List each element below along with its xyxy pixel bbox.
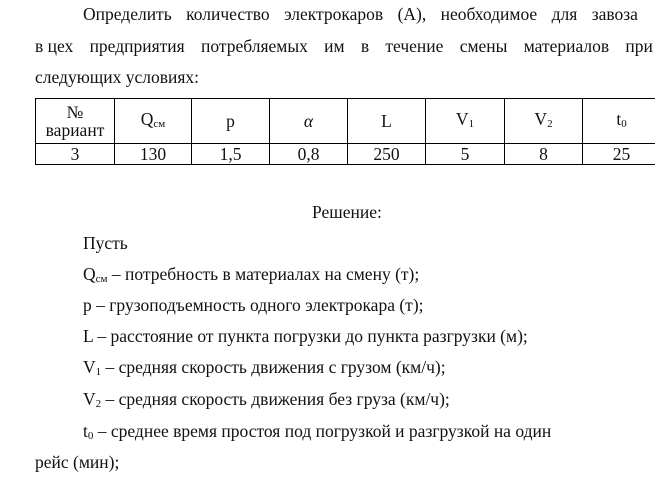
definition-t0-text: – среднее время простоя под погрузкой и разгрузкой на один: [93, 421, 552, 441]
definition-v1-sub: 1: [95, 366, 102, 378]
cell-variant: 3: [36, 144, 115, 165]
intro-word: течение: [385, 36, 444, 56]
definition-v2-text: – средняя скорость движения без груза (км/ч);: [101, 389, 450, 409]
header-t0-base: t: [616, 108, 622, 129]
intro-word: потребляемых: [200, 36, 308, 56]
definition-v1: [83, 357, 446, 382]
intro-word: им: [324, 36, 345, 56]
header-variant-label: вариант: [45, 120, 105, 140]
intro-word: при: [625, 36, 653, 56]
intro-word: смены: [459, 36, 508, 56]
definition-t0-sub: 0: [87, 430, 94, 442]
definition-v2-base: V: [83, 389, 96, 409]
table-header-row: [36, 99, 655, 144]
header-v1: [426, 99, 505, 144]
header-v2: [505, 99, 583, 144]
header-variant: [36, 99, 115, 144]
definition-t0-continuation: рейс (мин);: [35, 452, 120, 472]
intro-line-1: [83, 4, 638, 24]
table-row: [36, 144, 655, 165]
definition-q-base: Q: [83, 264, 96, 284]
header-v2-sub: 2: [547, 117, 553, 130]
header-q-base: Q: [140, 108, 154, 129]
intro-word: в цех: [35, 36, 74, 56]
cell-l: 250: [348, 144, 426, 165]
cell-q: 130: [115, 144, 192, 165]
intro-line-3: следующих условиях:: [35, 67, 200, 87]
header-v1-sub: 1: [468, 117, 475, 130]
definition-t0-base: t: [83, 421, 88, 441]
definition-v2-sub: 2: [95, 398, 102, 410]
definition-l: L – расстояние от пункта погрузки до пункта разгрузки (м);: [83, 326, 528, 346]
intro-word: необходимое: [440, 4, 538, 24]
intro-word: (А),: [397, 4, 427, 24]
cell-alpha: 0,8: [270, 144, 348, 165]
definition-t0: [83, 421, 551, 446]
cell-v1: 5: [426, 144, 505, 165]
intro-word: завоза: [591, 4, 638, 24]
intro-word: для: [551, 4, 578, 24]
header-variant-number-sign: №: [66, 102, 84, 122]
header-t0: [583, 99, 655, 144]
header-l: L: [348, 99, 426, 144]
intro-word: количество: [186, 4, 270, 24]
definition-q-sub: см: [95, 273, 108, 285]
cell-p: 1,5: [192, 144, 270, 165]
definition-v2: [83, 389, 450, 414]
intro-word: материалов: [523, 36, 610, 56]
definition-v1-base: V: [83, 357, 96, 377]
definition-p: p – грузоподъемность одного электрокара (т);: [83, 295, 424, 315]
parameters-table: [35, 98, 655, 165]
header-p: p: [192, 99, 270, 144]
intro-word: Определить: [83, 4, 172, 24]
cell-t0: 25: [583, 144, 655, 165]
header-t0-sub: 0: [621, 117, 627, 130]
header-q: [115, 99, 192, 144]
cell-v2: 8: [505, 144, 583, 165]
solution-let: Пусть: [83, 233, 128, 253]
header-v2-base: V: [534, 108, 548, 129]
definition-v1-text: – средняя скорость движения с грузом (км/ч);: [101, 357, 446, 377]
intro-word: в: [360, 36, 370, 56]
header-q-sub: см: [153, 117, 166, 130]
header-alpha: α: [270, 99, 348, 144]
header-v1-base: V: [455, 108, 469, 129]
definition-q: [83, 264, 419, 289]
intro-line-2: [35, 36, 653, 56]
definition-q-text: – потребность в материалах на смену (т);: [107, 264, 420, 284]
intro-word: электрокаров: [284, 4, 384, 24]
intro-word: предприятия: [89, 36, 185, 56]
solution-title: Решение:: [312, 202, 382, 222]
